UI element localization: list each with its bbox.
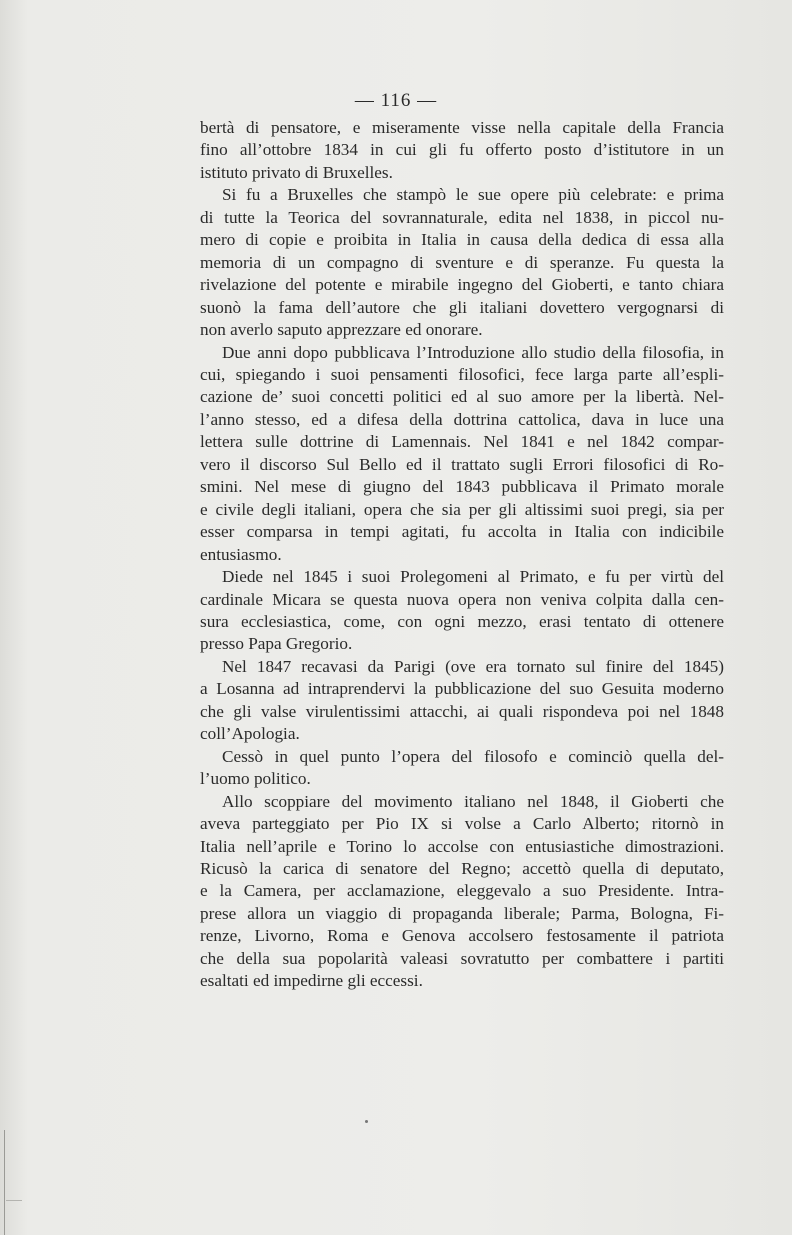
text-line: l’uomo politico.	[200, 769, 311, 789]
text-line: prese allora un viaggio di propaganda liberale; Parma, Bologna, Fi-	[200, 903, 724, 923]
text-line: istituto privato di Bruxelles.	[200, 162, 393, 182]
text-line: a Losanna ad intraprendervi la pubblicazione del suo Gesuita moderno	[200, 679, 724, 699]
binding-edge-line	[4, 1130, 5, 1235]
text-line: coll’Apologia.	[200, 724, 300, 744]
text-line: smini. Nel mese di giugno del 1843 pubblicava il Primato morale	[200, 477, 724, 497]
text-line: aveva parteggiato per Pio IX si volse a Carlo Alberto; ritornò in	[200, 814, 724, 834]
text-line: che gli valse virulentissimi attacchi, ai quali rispondeva poi nel 1848	[200, 701, 724, 721]
text-line: rivelazione del potente e mirabile ingegno del Gioberti, e tanto chiara	[200, 275, 724, 295]
text-line: non averlo saputo apprezzare ed onorare.	[200, 320, 483, 340]
text-line: di tutte la Teorica del sovrannaturale, edita nel 1838, in piccol nu-	[200, 207, 724, 227]
paragraph	[200, 184, 724, 341]
text-line: Si fu a Bruxelles che stampò le sue opere più celebrate: e prima	[222, 185, 724, 205]
paragraph	[200, 791, 724, 993]
text-line: lettera sulle dottrine di Lamennais. Nel 1841 e nel 1842 compar-	[200, 432, 724, 452]
text-line: cazione de’ suoi concetti politici ed al suo amore per la libertà. Nel-	[200, 387, 724, 407]
text-line: suonò la fama dell’autore che gli italiani dovettero vergognarsi di	[200, 297, 724, 317]
paragraph	[200, 656, 724, 746]
text-line: bertà di pensatore, e miseramente visse nella capitale della Francia	[200, 118, 724, 137]
text-line: l’anno stesso, ed a difesa della dottrina cattolica, dava in luce una	[200, 409, 724, 429]
speck-mark	[365, 1120, 368, 1123]
text-line: cardinale Micara se questa nuova opera non veniva colpita dalla cen-	[200, 589, 724, 609]
binding-edge-mark	[6, 1200, 22, 1201]
text-line: Cessò in quel punto l’opera del filosofo e cominciò quella del-	[222, 746, 724, 766]
text-line: Diede nel 1845 i suoi Prolegomeni al Primato, e fu per virtù del	[222, 567, 724, 587]
text-line: e civile degli italiani, opera che sia per gli altissimi suoi pregi, sia per	[200, 499, 724, 519]
text-line: Due anni dopo pubblicava l’Introduzione allo studio della filosofia, in	[222, 342, 724, 362]
text-line: renze, Livorno, Roma e Genova accolsero festosamente il patriota	[200, 926, 724, 946]
paragraph	[200, 342, 724, 567]
text-line: Nel 1847 recavasi da Parigi (ove era tornato sul finire del 1845)	[222, 656, 724, 676]
text-line: presso Papa Gregorio.	[200, 634, 353, 654]
text-line: mero di copie e proibita in Italia in causa della dedica di essa alla	[200, 230, 724, 250]
text-line: Allo scoppiare del movimento italiano nel 1848, il Gioberti che	[222, 791, 724, 811]
body-text	[200, 117, 724, 993]
text-line: Italia nell’aprile e Torino lo accolse con entusiastiche dimostrazioni.	[200, 836, 724, 856]
text-line: sura ecclesiastica, come, con ogni mezzo, erasi tentato di ottenere	[200, 611, 724, 631]
text-line: cui, spiegando i suoi pensamenti filosofici, fece larga parte all’espli-	[200, 364, 724, 384]
paragraph	[200, 117, 724, 184]
text-line: Ricusò la carica di senatore del Regno; accettò quella di deputato,	[200, 858, 724, 878]
text-line: fino all’ottobre 1834 in cui gli fu offerto posto d’istitutore in un	[200, 140, 724, 160]
paragraph	[200, 566, 724, 656]
text-line: esser comparsa in tempi agitati, fu accolta in Italia con indicibile	[200, 522, 724, 542]
text-line: entusiasmo.	[200, 544, 282, 564]
text-line: e la Camera, per acclamazione, eleggevalo a suo Presidente. Intra-	[200, 881, 724, 901]
text-line: memoria di un compagno di sventure e di speranze. Fu questa la	[200, 252, 724, 272]
paragraph	[200, 746, 724, 791]
text-line: che della sua popolarità valeasi sovratutto per combattere i partiti	[200, 948, 724, 968]
page-number: — 116 —	[354, 90, 438, 111]
text-line: esaltati ed impedirne gli eccessi.	[200, 971, 423, 991]
text-line: vero il discorso Sul Bello ed il trattato sugli Errori filosofici di Ro-	[200, 454, 724, 474]
